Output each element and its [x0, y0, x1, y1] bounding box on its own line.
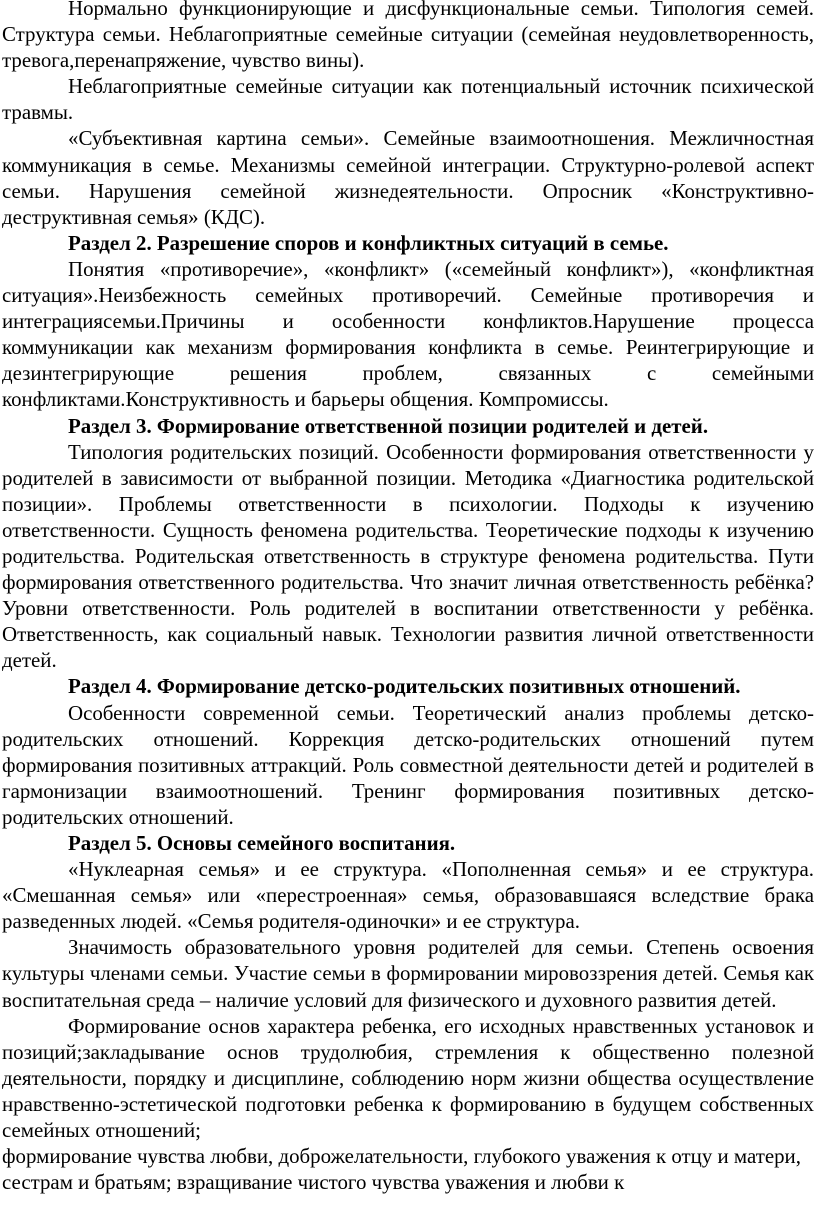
paragraph-child-parent-relations: Особенности современной семьи. Теоретический анализ проблемы детско-родительских отношений. Коррекция детско-родительских отношений путем формирования позитивных аттракций. Роль совместной деятельности детей и родителей в гармонизации взаимоотношений. Тренинг формирования позитивных детско-родительских отношений. [2, 700, 814, 829]
paragraph-psychic-trauma: Неблагоприятные семейные ситуации как потенциальный источник психической травмы. [2, 74, 814, 125]
paragraph-family-picture: «Субъективная картина семьи». Семейные взаимоотношения. Межличностная коммуникация в семье. Механизмы семейной интеграции. Структурно-ролевой аспект семьи. Нарушения семейной жизнедеятельности. Опросник «Конструктивно-деструктивная семья» (КДС). [2, 126, 814, 229]
section-heading-3: Раздел 3. Формирование ответственной позиции родителей и детей. [68, 413, 709, 438]
paragraph-education-level: Значимость образовательного уровня родителей для семьи. Степень освоения культуры членами семьи. Участие семьи в формировании мировоззрения детей. Семья как воспитательная среда – наличие условий для физического и духовного развития детей. [2, 935, 814, 1012]
paragraph-love-respect: формирование чувства любви, доброжелательности, глубокого уважения к отцу и матери, сестрам и братьям; взращивание чистого чувства уважения и любви к [2, 1144, 801, 1195]
paragraph-character-formation: Формирование основ характера ребенка, его исходных нравственных установок и позиций;закладывание основ трудолюбия, стремления к общественно полезной деятельности, порядку и дисциплине, соблюдению норм жизни общества осуществление нравственно-эстетической подготовки ребенка к формированию в будущем собственных семейных отношений; [2, 1013, 814, 1143]
paragraph-family-typology: Нормально функционирующие и дисфункциональные семьи. Типология семей. Структура семьи. Неблагоприятные семейные ситуации (семейная неудовлетворенность, тревога,перенапряжение, чувство вины). [2, 0, 814, 73]
paragraph-family-types: «Нуклеарная семья» и ее структура. «Пополненная семья» и ее структура. «Смешанная семья» или «перестроенная» семья, образовавшаяся вследствие брака разведенных людей. «Семья родителя-одиночки» и ее структура. [2, 857, 814, 934]
section-heading-5: Раздел 5. Основы семейного воспитания. [68, 831, 456, 855]
paragraph-conflicts: Понятия «противоречие», «конфликт» («семейный конфликт»), «конфликтная ситуация».Неизбежность семейных противоречий. Семейные противоречия и интеграциясемьи.Причины и особенности конфликтов.Нарушение процесса коммуникации как механизм формирования конфликта в семье. Реинтегрирующие и дезинтегрирующие решения проблем, связанных с семейными конфликтами.Конструктивность и барьеры общения. Компромиссы. [2, 256, 814, 412]
paragraph-responsibility: Типология родительских позиций. Особенности формирования ответственности у родителей в зависимости от выбранной позиции. Методика «Диагностика родительской позиции». Проблемы ответственности в психологии. Подходы к изучению ответственности. Сущность феномена родительства. Теоретические подходы к изучению родительства. Родительская ответственность в структуре феномена родительства. Пути формирования ответственного родительства. Что значит личная ответственность ребёнка? Уровни ответственности. Роль родителей в воспитании ответственности у ребёнка. Ответственность, как социальный навык. Технологии развития личной ответственности детей. [2, 439, 814, 673]
section-heading-4: Раздел 4. Формирование детско-родительских позитивных отношений. [68, 674, 741, 699]
section-heading-2: Раздел 2. Разрешение споров и конфликтных ситуаций в семье. [68, 230, 669, 255]
